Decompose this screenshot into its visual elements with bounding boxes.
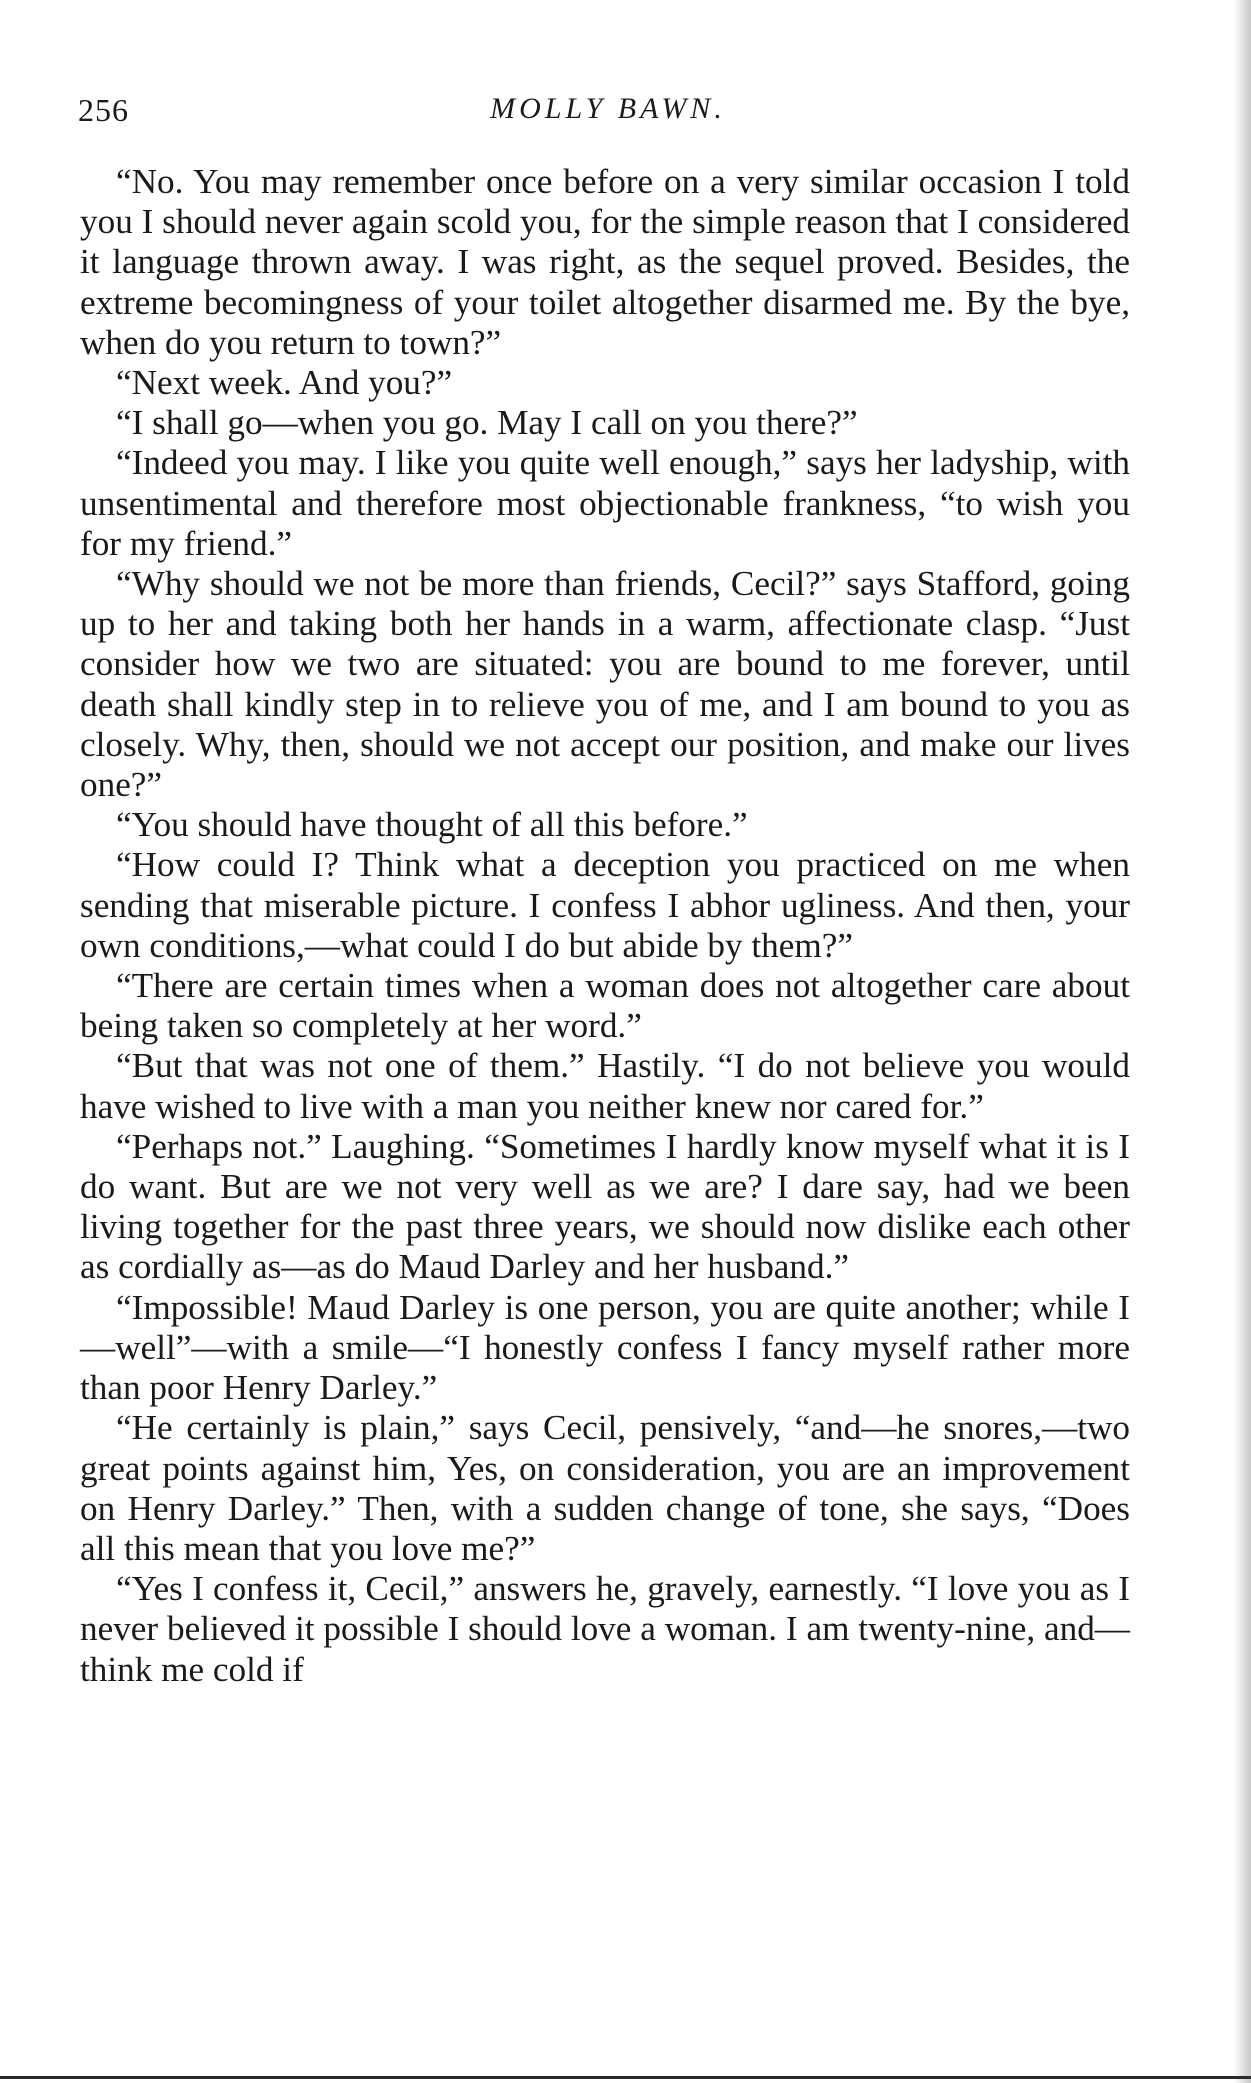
page-edge-shadow xyxy=(1233,0,1251,2083)
bottom-rule xyxy=(0,2076,1251,2079)
body-text xyxy=(80,162,1130,1690)
paragraph: “No. You may remember once before on a very similar occasion I told you I should never again scold you, for the simple reason that I considered it language thrown away. I was right, as the sequel proved. Besides, the extreme becomingness of your toilet altogether disarmed me. By the bye, when do you return to town?” xyxy=(80,162,1130,362)
paragraph: “He certainly is plain,” says Cecil, pensively, “and—he snores,—two great points against him, Yes, on consideration, you are an improvement on Henry Darley.” Then, with a sudden change of tone, she says, “Does all this mean that you love me?” xyxy=(80,1408,1130,1568)
running-title: MOLLY BAWN. xyxy=(490,92,726,125)
paragraph: “Indeed you may. I like you quite well enough,” says her ladyship, with unsentimental and therefore most objectionable frankness, “to wish you for my friend.” xyxy=(80,443,1130,563)
paragraph: “How could I? Think what a deception you practiced on me when sending that miserable picture. I confess I abhor ugliness. And then, your own conditions,—what could I do but abide by them?” xyxy=(80,845,1130,965)
page-header xyxy=(78,92,1138,132)
paragraph: “Impossible! Maud Darley is one person, you are quite another; while I—well”—with a smile—“I honestly confess I fancy myself rather more than poor Henry Darley.” xyxy=(80,1287,1130,1408)
paragraph: “I shall go—when you go. May I call on you there?” xyxy=(116,403,858,443)
paragraph: “But that was not one of them.” Hastily. “I do not believe you would have wished to live with a man you neither knew nor cared for.” xyxy=(80,1046,1130,1126)
paragraph: “There are certain times when a woman does not altogether care about being taken so completely at her word.” xyxy=(80,966,1130,1046)
paragraph: “Why should we not be more than friends, Cecil?” says Stafford, going up to her and taking both her hands in a warm, affectionate clasp. “Just consider how we two are situated: you are bound to me forever, until death shall kindly step in to relieve you of me, and I am bound to you as closely. Why, then, should we not accept our position, and make our lives one?” xyxy=(80,564,1130,805)
paragraph: “You should have thought of all this before.” xyxy=(116,805,748,845)
page-number: 256 xyxy=(78,92,129,128)
paragraph: “Yes I confess it, Cecil,” answers he, gravely, earnestly. “I love you as I never believed it possible I should love a woman. I am twenty-nine, and—think me cold if xyxy=(80,1569,1130,1689)
paragraph: “Next week. And you?” xyxy=(116,363,453,403)
paragraph: “Perhaps not.” Laughing. “Sometimes I hardly know myself what it is I do want. But are we not very well as we are? I dare say, had we been living together for the past three years, we should now dislike each other as cordially as—as do Maud Darley and her husband.” xyxy=(80,1126,1130,1287)
